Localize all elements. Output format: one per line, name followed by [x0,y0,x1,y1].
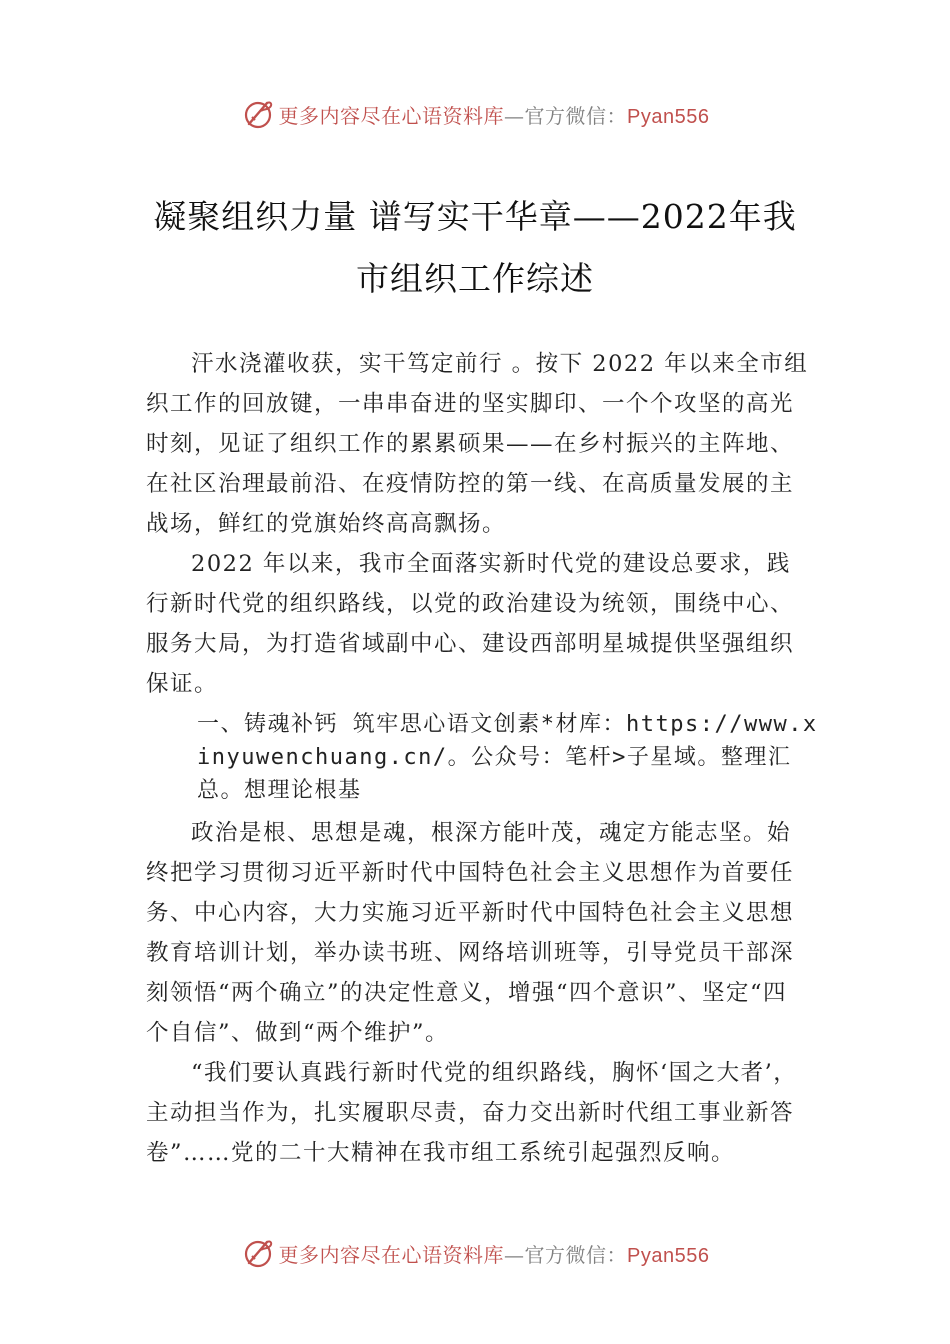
paragraph: 政治是根、思想是魂，根深方能叶茂，魂定方能志坚。始终把学习贯彻习近平新时代中国特色社会主义思想作为首要任务、中心内容，大力实施习近平新时代中国特色社会主义思想教育培训计划，举办读书班、网络培训班等，引导党员干部深刻领悟“两个确立”的决定性意义，增强“四个意识”、坚定“四个自信”、做到“两个维护”。 [146,820,795,1046]
paragraph: “我们要认真践行新时代党的组织路线，胸怀‘国之大者’，主动担当作为，扎实履职尽责，奋力交出新时代组工事业新答卷”……党的二十大精神在我市组工系统引起强烈反响。 [146,1060,798,1166]
paragraph: 汗水浇灌收获，实干笃定前行 。按下 2022 年以来全市组织工作的回放键，一串串奋进的坚实脚印、一个个攻坚的高光时刻，见证了组织工作的累累硕果——在乡村振兴的主阵地、在社区治理最前沿、在疫情防控的第一线、在高质量发展的主战场，鲜红的党旗始终高高飘扬。 [146,351,809,537]
quill-logo-icon [241,97,275,131]
watermark-text: 更多内容尽在心语资料库—官方微信：Pyan556 [278,1242,710,1267]
paragraph: 2022 年以来，我市全面落实新时代党的建设总要求，践行新时代党的组织路线，以党的政治建设为统领，围绕中心、服务大局，为打造省域副中心、建设西部明星城提供坚强组织保证。 [146,551,795,697]
document-title [130,186,820,310]
title-line-1: 凝聚组织力量 谱写实干华章——2022年我 [153,197,797,236]
quill-logo-icon [241,1236,275,1270]
title-line-2: 市组织工作综述 [356,259,594,298]
watermark-text: 更多内容尽在心语资料库—官方微信：Pyan556 [278,103,710,128]
footer-watermark [0,1233,950,1273]
section-heading: 一、铸魂补钙 筑牢思心语文创素*材库：https://www.xinyuwenchuang.cn/。公众号：笔杆>子星域。整理汇总。想理论根基 [197,712,818,803]
header-watermark [0,94,950,134]
document-body [146,344,818,1173]
